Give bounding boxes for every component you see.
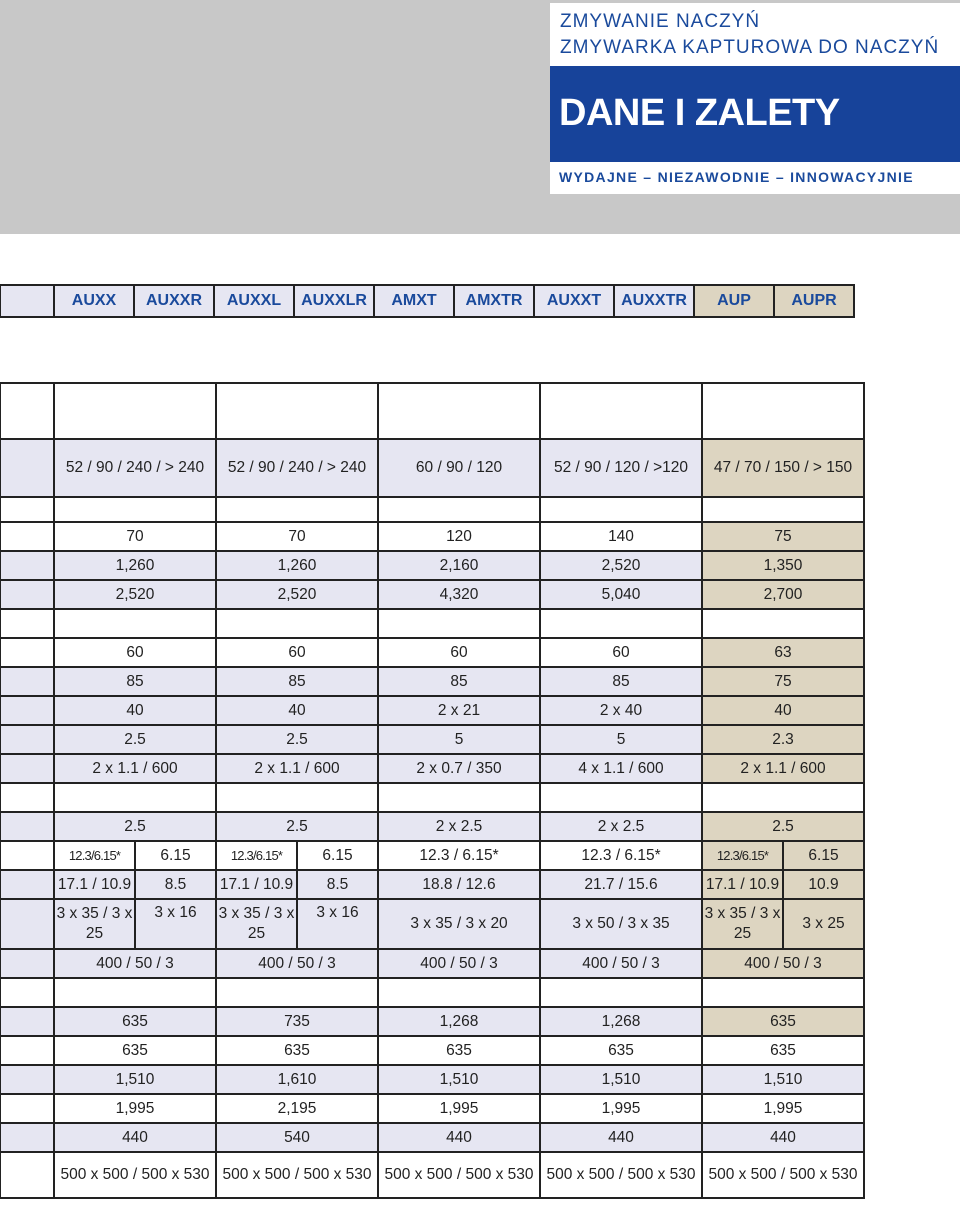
table-cell: 2.5 [54,812,216,841]
table-cell: 1,260 [216,551,378,580]
table-row [0,783,864,812]
table-row [0,899,864,949]
table-row [0,1007,864,1036]
table-cell: 3 x 35 / 3 x 20 [378,899,540,949]
table-cell: 40 [702,696,864,725]
table-cell: 400 / 50 / 3 [540,949,702,978]
table-cell: 1,260 [54,551,216,580]
model-header: AMXTR [454,285,534,317]
table-cell: 1,510 [54,1065,216,1094]
table-cell: 500 x 500 / 500 x 530 [702,1152,864,1198]
table-cell: 52 / 90 / 240 / > 240 [54,439,216,497]
table-cell: 2.5 [216,725,378,754]
table-cell: 1,510 [702,1065,864,1094]
table-row [0,725,864,754]
table-cell: 52 / 90 / 240 / > 240 [216,439,378,497]
table-cell: 440 [54,1123,216,1152]
table-cell: 635 [378,1036,540,1065]
table-cell: 635 [702,1036,864,1065]
table-cell: 1,995 [702,1094,864,1123]
tagline-box [547,162,960,194]
table-row [0,1152,864,1198]
table-cell: 85 [54,667,216,696]
table-cell: 12.3 / 6.15* [378,841,540,870]
table-cell: 4,320 [378,580,540,609]
table-cell: 52 / 90 / 120 / >120 [540,439,702,497]
table-cell: 17.1 / 10.9 [216,870,297,899]
model-header: AMXT [374,285,454,317]
table-cell: 10.9 [783,870,864,899]
table-cell: 2 x 1.1 / 600 [702,754,864,783]
table-cell: 2,700 [702,580,864,609]
table-cell: 2 x 1.1 / 600 [54,754,216,783]
table-cell: 400 / 50 / 3 [54,949,216,978]
table-row [0,1123,864,1152]
table-cell: 540 [216,1123,378,1152]
table-cell: 60 / 90 / 120 [378,439,540,497]
table-cell: 60 [378,638,540,667]
table-row [0,667,864,696]
table-cell: 8.5 [297,870,378,899]
table-cell: 1,510 [540,1065,702,1094]
model-header: AUPR [774,285,854,317]
table-cell: 3 x 16 [135,899,216,949]
table-cell: 47 / 70 / 150 / > 150 [702,439,864,497]
spec-table [0,382,865,1199]
category-box [547,0,960,66]
tagline: WYDAJNE – NIEZAWODNIE – INNOWACYJNIE [559,169,914,185]
table-cell: 3 x 35 / 3 x 25 [216,899,297,949]
table-cell: 8.5 [135,870,216,899]
table-cell: 3 x 16 [297,899,378,949]
table-cell: 1,995 [54,1094,216,1123]
table-cell: 635 [216,1036,378,1065]
table-cell: 6.15 [297,841,378,870]
model-header: AUXXLR [294,285,374,317]
table-cell: 400 / 50 / 3 [702,949,864,978]
table-cell: 2.5 [702,812,864,841]
table-cell: 70 [216,522,378,551]
table-cell: 12.3/6.15* [216,841,297,870]
table-row [0,439,864,497]
table-cell: 500 x 500 / 500 x 530 [54,1152,216,1198]
table-cell: 40 [216,696,378,725]
table-cell: 85 [216,667,378,696]
table-cell: 18.8 / 12.6 [378,870,540,899]
table-cell: 2 x 21 [378,696,540,725]
model-header: AUXX [54,285,134,317]
table-cell: 1,350 [702,551,864,580]
table-cell: 60 [54,638,216,667]
table-cell: 60 [540,638,702,667]
table-cell: 1,268 [378,1007,540,1036]
table-row [0,870,864,899]
table-cell: 2,520 [540,551,702,580]
table-row [0,1094,864,1123]
table-cell: 85 [378,667,540,696]
table-cell: 1,995 [378,1094,540,1123]
table-row [0,1065,864,1094]
table-cell: 500 x 500 / 500 x 530 [216,1152,378,1198]
table-cell: 21.7 / 15.6 [540,870,702,899]
table-cell: 2,520 [216,580,378,609]
table-cell: 4 x 1.1 / 600 [540,754,702,783]
table-row [0,551,864,580]
table-row [0,497,864,522]
table-cell: 2,195 [216,1094,378,1123]
table-cell: 5 [540,725,702,754]
table-cell: 70 [54,522,216,551]
table-row [0,580,864,609]
table-cell: 6.15 [135,841,216,870]
title-box [547,0,960,194]
table-cell: 17.1 / 10.9 [702,870,783,899]
table-cell: 635 [54,1007,216,1036]
table-cell: 1,268 [540,1007,702,1036]
table-cell: 140 [540,522,702,551]
table-cell: 75 [702,667,864,696]
table-cell: 400 / 50 / 3 [216,949,378,978]
table-row [0,754,864,783]
table-cell: 635 [702,1007,864,1036]
table-cell: 1,995 [540,1094,702,1123]
table-cell: 3 x 35 / 3 x 25 [702,899,783,949]
table-row [0,522,864,551]
table-cell: 2 x 1.1 / 600 [216,754,378,783]
table-cell: 2 x 40 [540,696,702,725]
table-cell: 500 x 500 / 500 x 530 [540,1152,702,1198]
table-row [0,609,864,638]
table-cell: 75 [702,522,864,551]
model-header: AUXXT [534,285,614,317]
subcategory-title: ZMYWARKA KAPTUROWA DO NACZYŃ [560,37,940,58]
table-cell: 12.3/6.15* [702,841,783,870]
table-cell: 2.3 [702,725,864,754]
table-row [0,949,864,978]
table-row [0,696,864,725]
table-row [0,978,864,1007]
table-cell: 120 [378,522,540,551]
model-header: AUXXL [214,285,294,317]
table-cell: 12.3/6.15* [54,841,135,870]
table-cell: 635 [540,1036,702,1065]
model-header: AUXXR [134,285,214,317]
table-cell: 63 [702,638,864,667]
title-banner [547,66,960,162]
table-cell: 2,520 [54,580,216,609]
table-cell: 1,610 [216,1065,378,1094]
table-cell: 6.15 [783,841,864,870]
table-row [0,841,864,870]
table-row [0,383,864,439]
table-cell: 40 [54,696,216,725]
table-cell: 12.3 / 6.15* [540,841,702,870]
table-cell: 2 x 2.5 [378,812,540,841]
table-row [0,1036,864,1065]
table-cell: 2 x 0.7 / 350 [378,754,540,783]
table-cell: 60 [216,638,378,667]
table-cell: 635 [54,1036,216,1065]
table-cell: 735 [216,1007,378,1036]
model-header: AUXXTR [614,285,694,317]
table-cell: 17.1 / 10.9 [54,870,135,899]
table-cell: 440 [540,1123,702,1152]
table-cell: 2,160 [378,551,540,580]
table-cell: 2 x 2.5 [540,812,702,841]
table-cell: 5,040 [540,580,702,609]
table-cell: 500 x 500 / 500 x 530 [378,1152,540,1198]
table-cell: 400 / 50 / 3 [378,949,540,978]
header-spacer [0,285,54,317]
category-title: ZMYWANIE NACZYŃ [560,11,761,32]
table-cell: 5 [378,725,540,754]
model-header-row [0,285,854,317]
table-cell: 3 x 25 [783,899,864,949]
table-cell: 3 x 50 / 3 x 35 [540,899,702,949]
table-row [0,812,864,841]
table-cell: 2.5 [54,725,216,754]
table-cell: 1,510 [378,1065,540,1094]
table-cell: 440 [378,1123,540,1152]
model-header: AUP [694,285,774,317]
table-cell: 2.5 [216,812,378,841]
table-cell: 3 x 35 / 3 x 25 [54,899,135,949]
table-cell: 85 [540,667,702,696]
page-title: DANE I ZALETY [559,92,840,134]
table-row [0,638,864,667]
table-cell: 440 [702,1123,864,1152]
model-header-table [0,284,855,318]
